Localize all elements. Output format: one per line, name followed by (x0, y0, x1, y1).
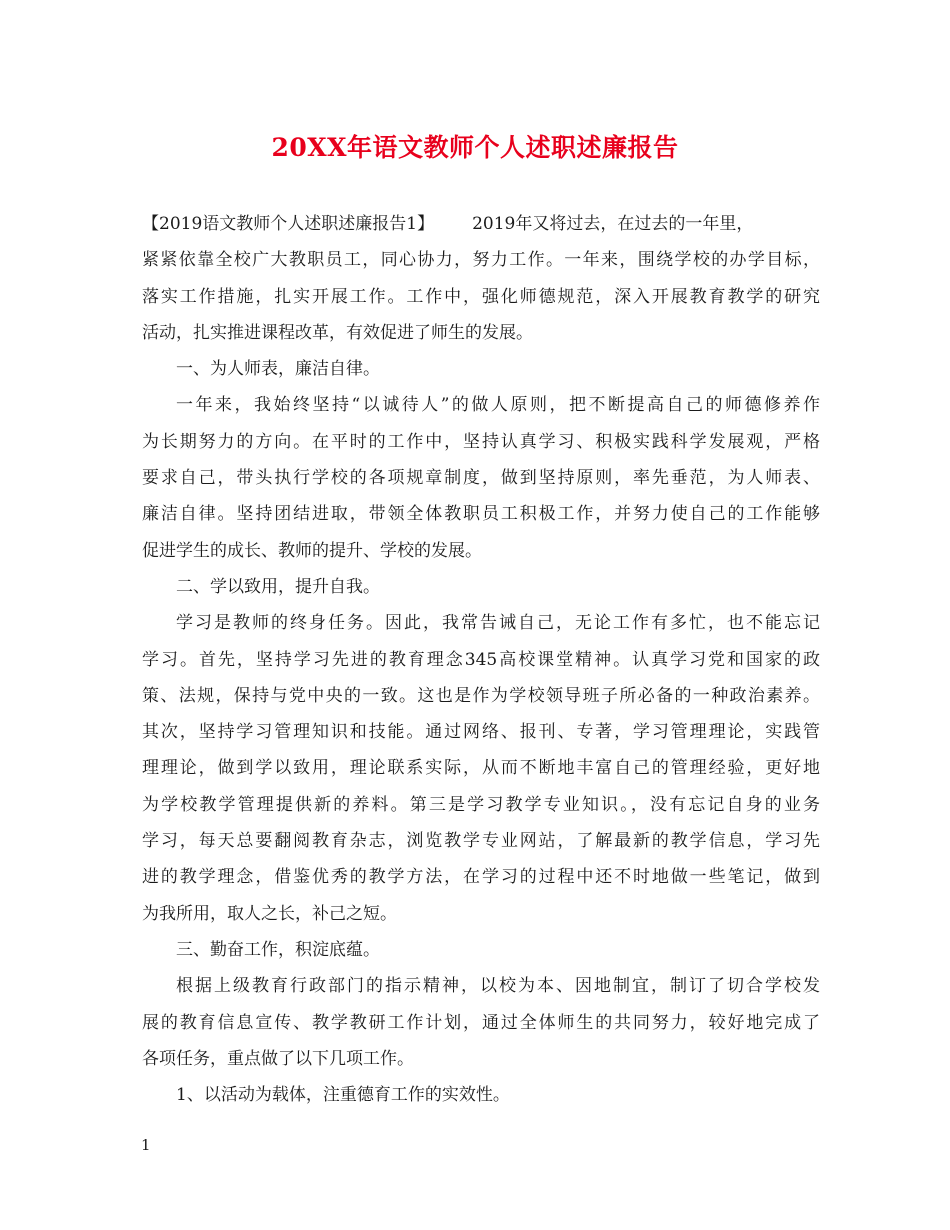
para-2-line-8: 进的教学理念，借鉴优秀的教学方法，在学习的过程中还不时地做一些笔记，做到 (142, 867, 820, 888)
para-2-line-9: 为我所用，取人之长，补己之短。 (142, 903, 397, 924)
para-3-line-2: 展的教育信息宣传、教学教研工作计划，通过全体师生的共同努力，较好地完成了 (142, 1012, 820, 1033)
para-1-line-1: 一年来，我始终坚持“以诚待人”的做人原则，把不断提高自己的师德修养作 (176, 395, 820, 416)
intro-line-1 (142, 206, 820, 242)
para-2-line-4: 其次，坚持学习管理知识和技能。通过网络、报刊、专著，学习管理理论，实践管 (142, 722, 820, 743)
section-heading-1: 一、为人师表，廉洁自律。 (176, 359, 380, 380)
document-title: 20XX年语文教师个人述职述廉报告 (271, 133, 679, 162)
para-2-line-7: 学习，每天总要翻阅教育杂志，浏览教学专业网站，了解最新的教学信息，学习先 (142, 831, 820, 852)
section-heading-3: 三、勤奋工作，积淀底蕴。 (176, 939, 380, 960)
intro-line-4: 活动，扎实推进课程改革，有效促进了师生的发展。 (142, 322, 533, 343)
para-2-line-5: 理理论，做到学以致用，理论联系实际，从而不断地丰富自己的管理经验，更好地 (142, 758, 820, 779)
report-label: 【2019语文教师个人述职述廉报告1】 (142, 214, 435, 234)
intro-line-2: 紧紧依靠全校广大教职员工，同心协力，努力工作。一年来，围绕学校的办学目标， (142, 250, 820, 271)
document-body (142, 206, 820, 1113)
para-1-line-3: 要求自己，带头执行学校的各项规章制度，做到坚持原则，率先垂范，为人师表、 (142, 468, 820, 489)
para-2-line-6: 为学校教学管理提供新的养料。第三是学习教学专业知识。，没有忘记自身的业务 (142, 794, 820, 815)
para-1-line-5: 促进学生的成长、教师的提升、学校的发展。 (142, 540, 482, 561)
para-2-line-3: 策、法规，保持与党中央的一致。这也是作为学校领导班子所必备的一种政治素养。 (142, 685, 820, 706)
para-2-line-2: 学习。首先，坚持学习先进的教育理念345高校课堂精神。认真学习党和国家的政 (142, 649, 820, 670)
para-1-line-2: 为长期努力的方向。在平时的工作中，坚持认真学习、积极实践科学发展观，严格 (142, 431, 820, 452)
para-3-line-1: 根据上级教育行政部门的指示精神，以校为本、因地制宜，制订了切合学校发 (176, 976, 820, 997)
section-heading-2: 二、学以致用，提升自我。 (176, 576, 380, 597)
para-1-line-4: 廉洁自律。坚持团结进取，带领全体教职员工积极工作，并努力使自己的工作能够 (142, 504, 820, 525)
intro-lead-text: 2019年又将过去，在过去的一年里， (472, 214, 754, 234)
para-3-line-3: 各项任务，重点做了以下几项工作。 (142, 1048, 414, 1069)
intro-line-3: 落实工作措施，扎实开展工作。工作中，强化师德规范，深入开展教育教学的研究 (142, 286, 820, 307)
para-2-line-1: 学习是教师的终身任务。因此，我常告诫自己，无论工作有多忙，也不能忘记 (176, 613, 820, 634)
page-number: 1 (141, 1136, 151, 1154)
list-item-1: 1、以活动为载体，注重德育工作的实效性。 (176, 1085, 510, 1106)
